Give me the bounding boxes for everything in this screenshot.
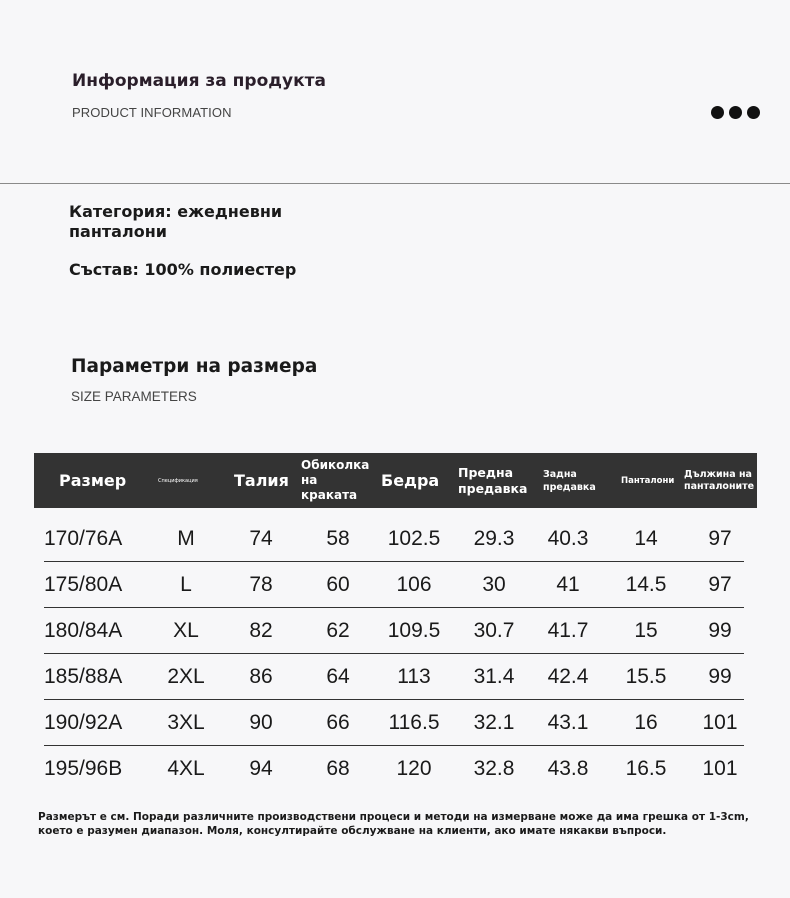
category-text: Категория: ежедневни панталони — [69, 202, 283, 241]
cell-trousers: 15 — [634, 619, 658, 642]
cell-waist: 90 — [249, 711, 273, 734]
cell-spec: 2XL — [167, 665, 205, 688]
cell-trousers: 14 — [634, 527, 658, 550]
cell-waist: 86 — [249, 665, 273, 688]
dot-icon — [711, 106, 724, 119]
table-row — [44, 608, 744, 654]
cell-front-rise: 32.8 — [473, 757, 515, 780]
cell-spec: XL — [173, 619, 199, 642]
cell-waist: 74 — [249, 527, 273, 550]
cell-length: 99 — [708, 619, 732, 642]
cell-length: 97 — [708, 573, 732, 596]
size-table-header — [34, 453, 757, 508]
cell-spec: M — [177, 527, 195, 550]
cell-front-rise: 32.1 — [473, 711, 515, 734]
header-hips: Бедра — [381, 471, 440, 490]
header-size: Размер — [59, 471, 127, 490]
cell-back-rise: 41.7 — [547, 619, 589, 642]
dot-icon — [747, 106, 760, 119]
cell-trousers: 15.5 — [625, 665, 667, 688]
cell-front-rise: 30.7 — [473, 619, 515, 642]
cell-size: 170/76A — [44, 527, 123, 550]
cell-leg: 58 — [326, 527, 350, 550]
header-trouser-length: Дължина на панталоните — [684, 468, 755, 492]
cell-size: 180/84A — [44, 619, 123, 642]
cell-length: 101 — [702, 711, 738, 734]
table-row — [44, 746, 744, 791]
cell-trousers: 16 — [634, 711, 658, 734]
cell-waist: 94 — [249, 757, 273, 780]
cell-leg: 68 — [326, 757, 350, 780]
cell-spec: 4XL — [167, 757, 205, 780]
cell-length: 97 — [708, 527, 732, 550]
product-info-title: Информация за продукта — [72, 71, 326, 91]
cell-front-rise: 30 — [482, 573, 506, 596]
cell-hips: 106 — [396, 573, 432, 596]
header-spec: Спецификация — [158, 477, 198, 484]
cell-hips: 113 — [397, 665, 431, 688]
size-note: Размерът е см. Поради различните производствени процеси и методи на измерване може да има грешка от 1-3cm, което е разумен диапазон. Моля, консултирайте обслужване на клиенти, ако имате някакви въпроси. — [38, 811, 749, 837]
cell-spec: L — [180, 573, 192, 596]
table-row — [44, 516, 744, 562]
size-params-title: Параметри на размера — [71, 356, 318, 377]
table-row — [44, 562, 744, 608]
header-front-rise: Предна предавка — [458, 464, 528, 496]
cell-length: 101 — [702, 757, 738, 780]
header-trousers: Панталони — [621, 475, 675, 486]
cell-back-rise: 43.1 — [547, 711, 589, 734]
header-back-rise: Задна предавка — [543, 468, 596, 493]
cell-length: 99 — [708, 665, 732, 688]
dot-icon — [729, 106, 742, 119]
header-waist: Талия — [234, 471, 289, 490]
cell-leg: 62 — [326, 619, 350, 642]
cell-hips: 109.5 — [387, 619, 441, 642]
size-params-subtitle: SIZE PARAMETERS — [71, 389, 197, 404]
cell-back-rise: 43.8 — [547, 757, 589, 780]
cell-front-rise: 29.3 — [473, 527, 515, 550]
cell-trousers: 14.5 — [625, 573, 667, 596]
section-divider — [0, 183, 790, 184]
cell-back-rise: 40.3 — [547, 527, 589, 550]
cell-size: 190/92A — [44, 711, 123, 734]
cell-waist: 82 — [249, 619, 273, 642]
cell-leg: 60 — [326, 573, 350, 596]
cell-size: 185/88A — [44, 665, 123, 688]
cell-hips: 116.5 — [388, 711, 440, 734]
header-leg-circumference: Обиколка на краката — [301, 458, 370, 502]
size-table-body — [44, 516, 744, 791]
cell-size: 175/80A — [44, 573, 123, 596]
composition-text: Състав: 100% полиестер — [69, 260, 297, 279]
cell-hips: 120 — [396, 757, 432, 780]
cell-size: 195/96B — [44, 757, 123, 780]
cell-back-rise: 41 — [556, 573, 580, 596]
cell-leg: 66 — [326, 711, 350, 734]
product-info-subtitle: PRODUCT INFORMATION — [72, 105, 232, 120]
cell-leg: 64 — [326, 665, 350, 688]
table-row — [44, 654, 744, 700]
cell-back-rise: 42.4 — [547, 665, 589, 688]
cell-hips: 102.5 — [387, 527, 441, 550]
cell-front-rise: 31.4 — [473, 665, 515, 688]
cell-spec: 3XL — [167, 711, 205, 734]
table-row — [44, 700, 744, 746]
cell-waist: 78 — [249, 573, 273, 596]
more-dots-icon — [711, 106, 760, 119]
cell-trousers: 16.5 — [625, 757, 667, 780]
